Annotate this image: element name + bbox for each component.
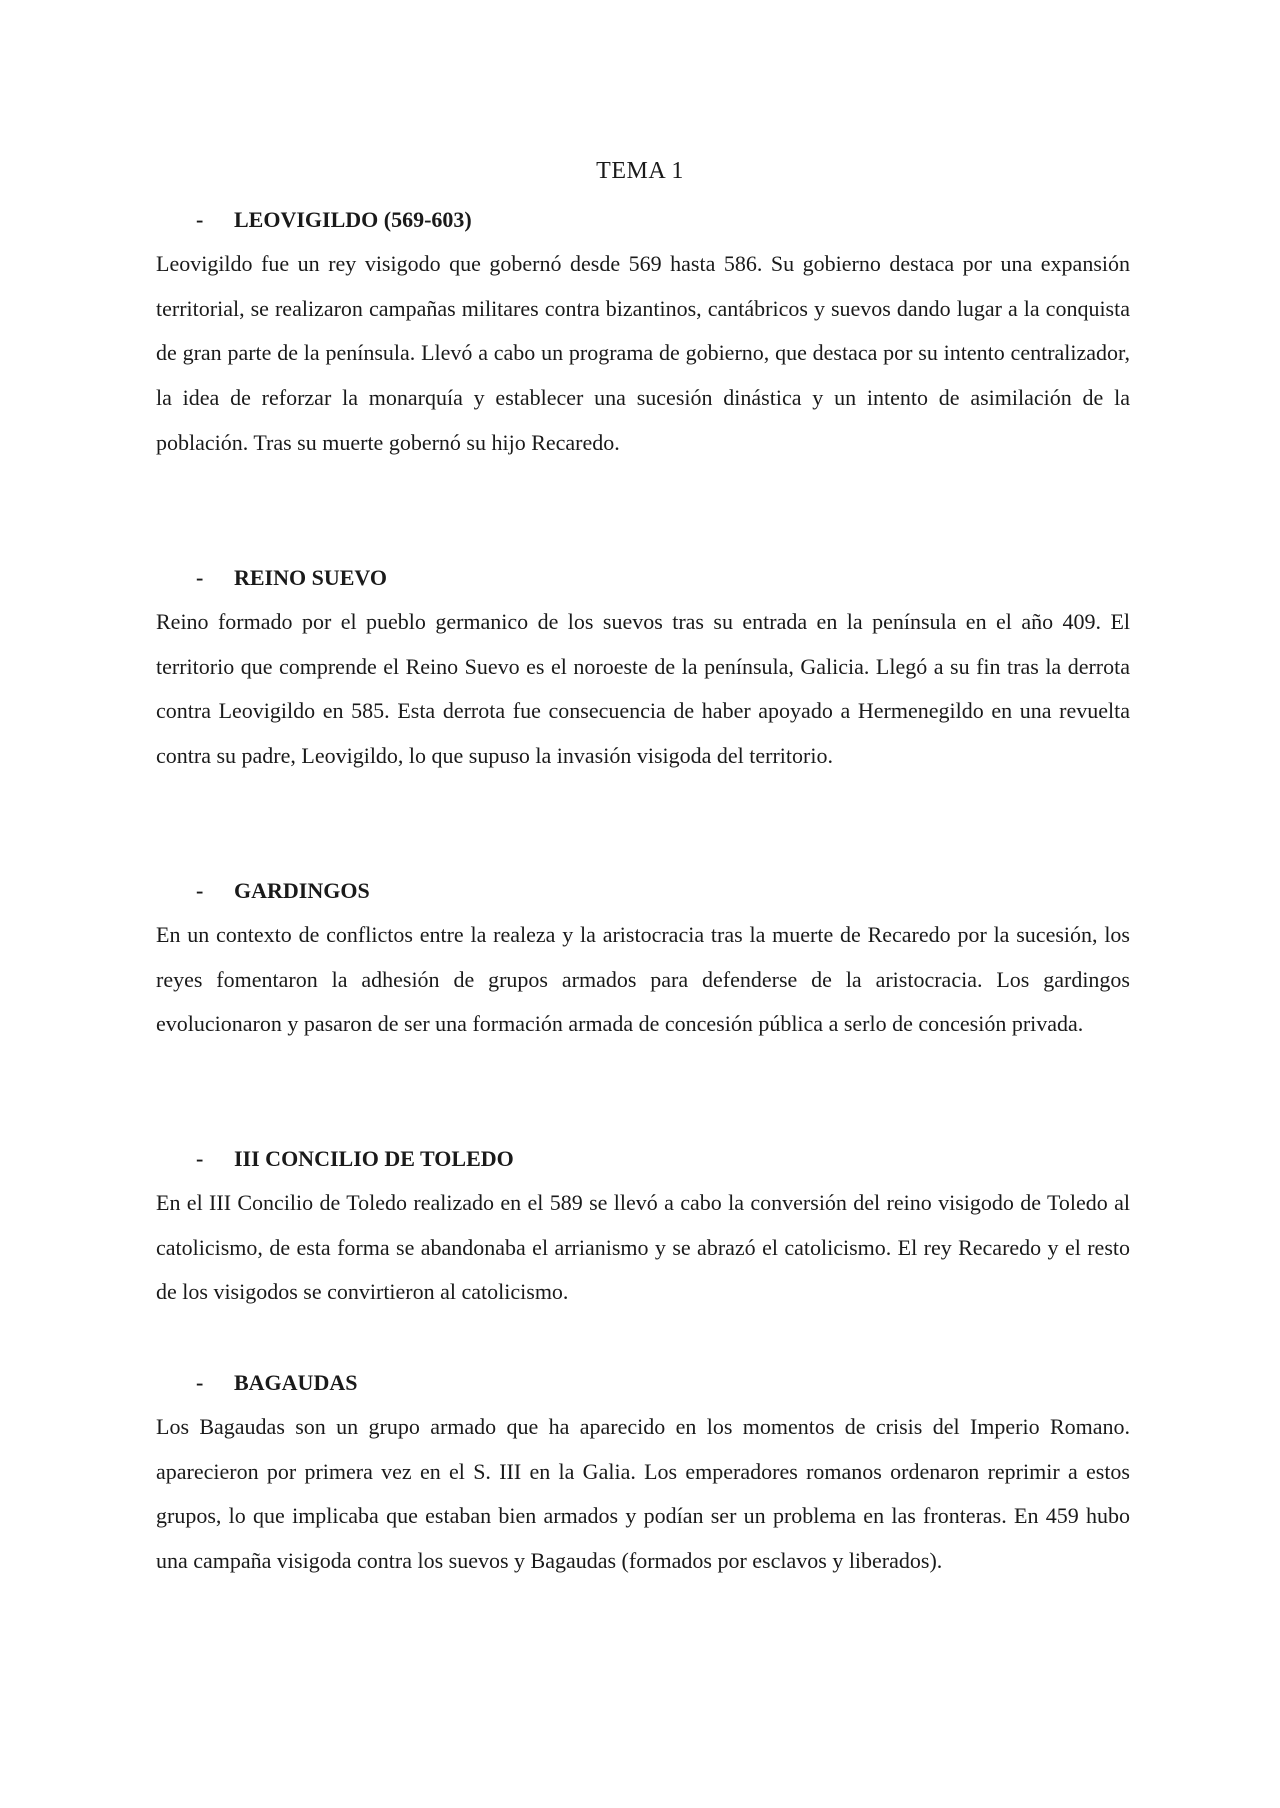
list-dash: - xyxy=(196,1146,204,1171)
section-body: En un contexto de conflictos entre la realeza y la aristocracia tras la muerte de Recaredo por la sucesión, los reyes fomentaron la adhesión de grupos armados para defenderse de la aristocracia. Los gardingos evolucionaron y pasaron de ser una formación armada de concesión pública a serlo de concesión privada. xyxy=(156,922,1130,1037)
section-heading xyxy=(156,198,1130,242)
section-heading-text: REINO SUEVO xyxy=(234,565,387,590)
section-reino-suevo xyxy=(156,556,1130,779)
section-body: En el III Concilio de Toledo realizado en el 589 se llevó a cabo la conversión del reino visigodo de Toledo al catolicismo, de esta forma se abandonaba el arrianismo y se abrazó el catolicismo. El rey Recaredo y el resto de los visigodos se convirtieron al catolicismo. xyxy=(156,1190,1130,1305)
section-heading xyxy=(156,1137,1130,1181)
section-gardingos xyxy=(156,869,1130,1047)
list-dash: - xyxy=(196,207,204,232)
section-bagaudas xyxy=(156,1361,1130,1584)
section-body: Los Bagaudas son un grupo armado que ha aparecido en los momentos de crisis del Imperio Romano. aparecieron por primera vez en el S. III en la Galia. Los emperadores romanos ordenaron reprimir a estos grupos, lo que implicaba que estaban bien armados y podían ser un problema en las fronteras. En 459 hubo una campaña visigoda contra los suevos y Bagaudas (formados por esclavos y liberados). xyxy=(156,1414,1130,1574)
section-heading xyxy=(156,1361,1130,1405)
section-body: Reino formado por el pueblo germanico de los suevos tras su entrada en la península en el año 409. El territorio que comprende el Reino Suevo es el noroeste de la península, Galicia. Llegó a su fin tras la derrota contra Leovigildo en 585. Esta derrota fue consecuencia de haber apoyado a Hermenegildo en una revuelta contra su padre, Leovigildo, lo que supuso la invasión visigoda del territorio. xyxy=(156,609,1130,769)
document-title: TEMA 1 xyxy=(596,158,684,184)
section-heading-text: BAGAUDAS xyxy=(234,1370,358,1395)
list-dash: - xyxy=(196,565,204,590)
section-body: Leovigildo fue un rey visigodo que gobernó desde 569 hasta 586. Su gobierno destaca por una expansión territorial, se realizaron campañas militares contra bizantinos, cantábricos y suevos dando lugar a la conquista de gran parte de la península. Llevó a cabo un programa de gobierno, que destaca por su intento centralizador, la idea de reforzar la monarquía y establecer una sucesión dinástica y un intento de asimilación de la población. Tras su muerte gobernó su hijo Recaredo. xyxy=(156,251,1130,455)
section-heading xyxy=(156,556,1130,600)
section-heading-text: LEOVIGILDO (569-603) xyxy=(234,207,472,232)
section-heading-text: GARDINGOS xyxy=(234,878,370,903)
list-dash: - xyxy=(196,1370,204,1395)
list-dash: - xyxy=(196,878,204,903)
section-leovigildo xyxy=(156,198,1130,466)
section-heading xyxy=(156,869,1130,913)
section-iii-concilio-de-toledo xyxy=(156,1137,1130,1315)
section-heading-text: III CONCILIO DE TOLEDO xyxy=(234,1146,514,1171)
